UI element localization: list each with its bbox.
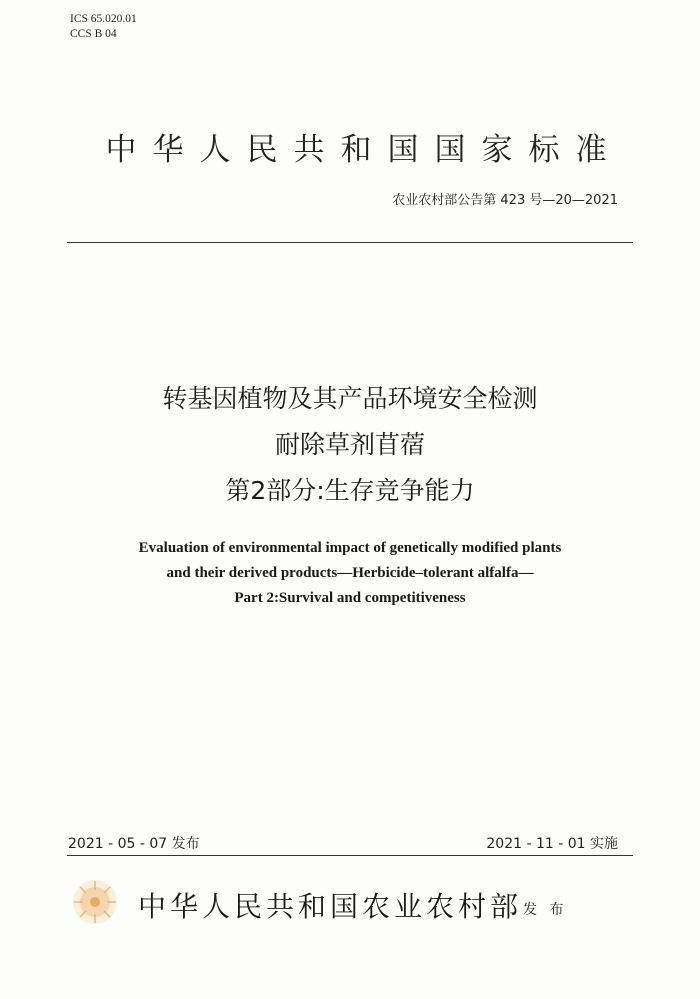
english-title-line-3: Part 2:Survival and competitiveness [234,590,466,606]
ministry-emblem-icon [70,877,120,927]
chinese-title-line-1: 转基因植物及其产品环境安全检测 [162,384,538,413]
english-title-line-2: and their derived products—Herbicide–tolerant alfalfa— [166,565,534,581]
english-title [0,536,700,611]
chinese-title-line-3: 第2部分:生存竞争能力 [225,476,475,505]
chinese-title [0,376,700,514]
implementation-date: 2021 - 11 - 01 实施 [486,836,618,852]
header-divider [67,242,633,243]
classification-codes [70,12,137,42]
footer-divider [67,855,633,856]
issue-date: 2021 - 05 - 07 发布 [68,836,200,852]
ics-code: ICS 65.020.01 [70,13,137,25]
issuing-suffix: 发 布 [523,902,568,918]
issuing-authority: 中华人民共和国农业农村部 [138,890,523,923]
ccs-code: CCS B 04 [70,28,117,40]
national-standard-title: 中华人民共和国国家标准 [105,132,623,168]
standard-number: 农业农村部公告第 423 号—20—2021 [392,193,618,208]
chinese-title-line-2: 耐除草剂苜蓿 [274,430,425,459]
english-title-line-1: Evaluation of environmental impact of genetically modified plants [138,540,562,556]
